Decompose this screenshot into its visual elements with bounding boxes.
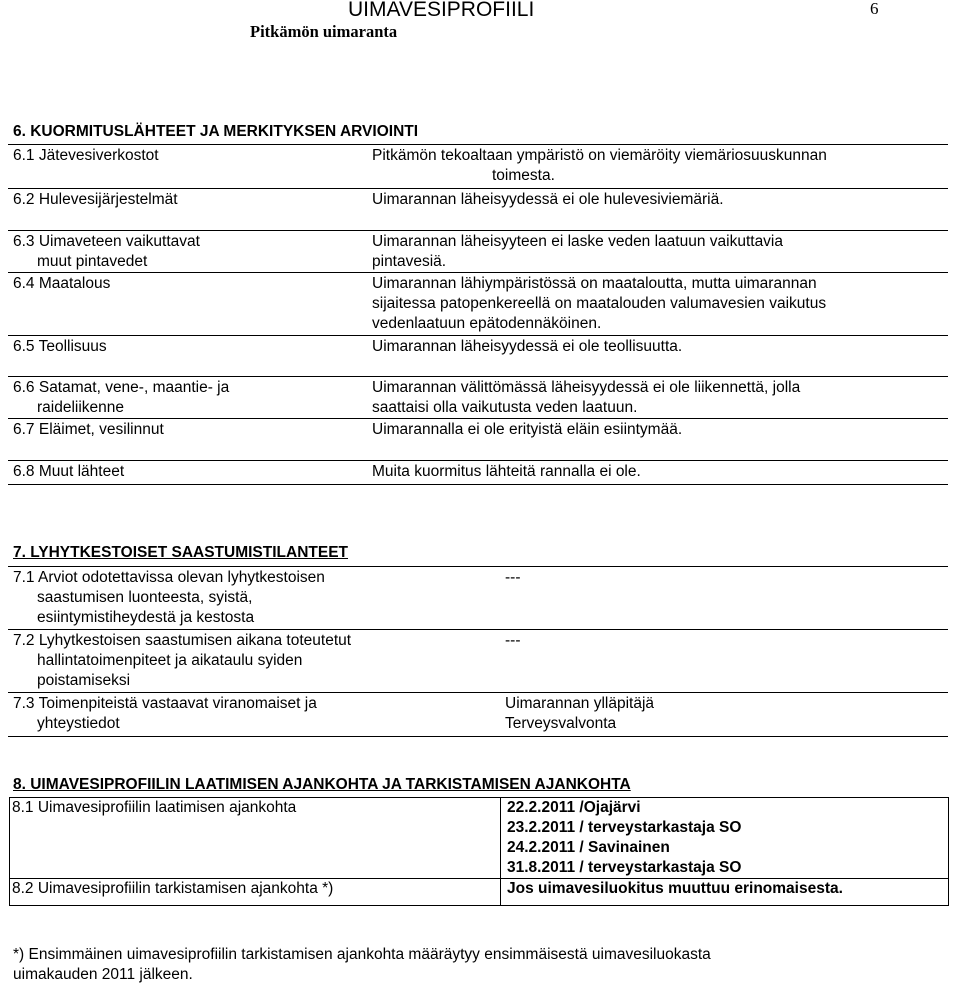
row-7-2-label: 7.2 Lyhytkestoisen saastumisen aikana toteutetut hallintatoimenpiteet ja aikataulu syiden poistamiseksi xyxy=(13,632,352,689)
row-7-2-value: --- xyxy=(505,632,521,649)
section-6-heading: 6. KUORMITUSLÄHTEET JA MERKITYKSEN ARVIOINTI xyxy=(13,123,419,140)
table-row xyxy=(10,798,949,879)
row-6-3-value: Uimarannan läheisyyteen ei laske veden laatuun vaikuttavia pintavesiä. xyxy=(372,233,783,270)
row-6-4-value: Uimarannan lähiympäristössä on maataloutta, mutta uimarannan sijaitessa patopenkereellä on maatalouden valumavesien vaikutus vedenlaatuun epätodennäköinen. xyxy=(372,275,827,332)
row-8-1-label: 8.1 Uimavesiprofiilin laatimisen ajankohta xyxy=(10,798,501,879)
table-row xyxy=(10,879,949,906)
document-subtitle: Pitkämön uimaranta xyxy=(250,22,398,41)
rule xyxy=(8,692,948,693)
row-6-4-label: 6.4 Maatalous xyxy=(13,275,111,292)
page-number: 6 xyxy=(870,0,879,18)
row-7-1-value: --- xyxy=(505,569,521,586)
row-6-6-label: 6.6 Satamat, vene-, maantie- ja raideliikenne xyxy=(13,379,230,416)
row-8-1-value: 22.2.2011 /Ojajärvi 23.2.2011 / terveystarkastaja SO 24.2.2011 / Savinainen 31.8.2011 / terveystarkastaja SO xyxy=(501,798,949,879)
rule xyxy=(8,272,948,273)
row-6-2-label: 6.2 Hulevesijärjestelmät xyxy=(13,191,178,208)
row-6-2-value: Uimarannan läheisyydessä ei ole hulevesiviemäriä. xyxy=(372,191,724,208)
row-6-3-label: 6.3 Uimaveteen vaikuttavat muut pintavedet xyxy=(13,233,200,270)
rule xyxy=(8,460,948,461)
row-6-5-label: 6.5 Teollisuus xyxy=(13,338,107,355)
rule xyxy=(8,188,948,189)
row-6-8-label: 6.8 Muut lähteet xyxy=(13,463,125,480)
rule xyxy=(8,484,948,485)
rule xyxy=(8,736,948,737)
rule xyxy=(8,144,948,145)
rule xyxy=(8,376,948,377)
row-8-2-value: Jos uimavesiluokitus muuttuu erinomaisesta. xyxy=(501,879,949,906)
rule xyxy=(8,566,948,567)
rule xyxy=(8,418,948,419)
footnote: *) Ensimmäinen uimavesiprofiilin tarkistamisen ajankohta määräytyy ensimmäisestä uimavesiluokasta uimakauden 2011 jälkeen. xyxy=(13,946,711,983)
row-7-1-label: 7.1 Arviot odotettavissa olevan lyhytkestoisen saastumisen luonteesta, syistä, esiintymistiheydestä ja kestosta xyxy=(13,569,325,626)
row-7-3-value: Uimarannan ylläpitäjä Terveysvalvonta xyxy=(505,695,655,732)
row-6-7-label: 6.7 Eläimet, vesilinnut xyxy=(13,421,164,438)
rule xyxy=(8,335,948,336)
row-6-8-value: Muita kuormitus lähteitä rannalla ei ole. xyxy=(372,463,641,480)
section-8-table xyxy=(9,797,949,906)
row-6-7-value: Uimarannalla ei ole erityistä eläin esiintymää. xyxy=(372,421,683,438)
document-title: UIMAVESIPROFIILI xyxy=(348,0,535,21)
section-8-heading: 8. UIMAVESIPROFIILIN LAATIMISEN AJANKOHTA JA TARKISTAMISEN AJANKOHTA xyxy=(13,776,631,793)
section-7-heading: 7. LYHYTKESTOISET SAASTUMISTILANTEET xyxy=(13,544,349,561)
rule xyxy=(8,629,948,630)
row-8-2-label: 8.2 Uimavesiprofiilin tarkistamisen ajankohta *) xyxy=(10,879,501,906)
rule xyxy=(8,230,948,231)
row-6-5-value: Uimarannan läheisyydessä ei ole teollisuutta. xyxy=(372,338,683,355)
row-7-3-label: 7.3 Toimenpiteistä vastaavat viranomaiset ja yhteystiedot xyxy=(13,695,317,732)
row-6-1-value: Pitkämön tekoaltaan ympäristö on viemäröity viemäriosuuskunnan toimesta. xyxy=(372,147,827,184)
row-6-6-value: Uimarannan välittömässä läheisyydessä ei ole liikennettä, jolla saattaisi olla vaikutusta veden laatuun. xyxy=(372,379,801,416)
row-6-1-label: 6.1 Jätevesiverkostot xyxy=(13,147,159,164)
